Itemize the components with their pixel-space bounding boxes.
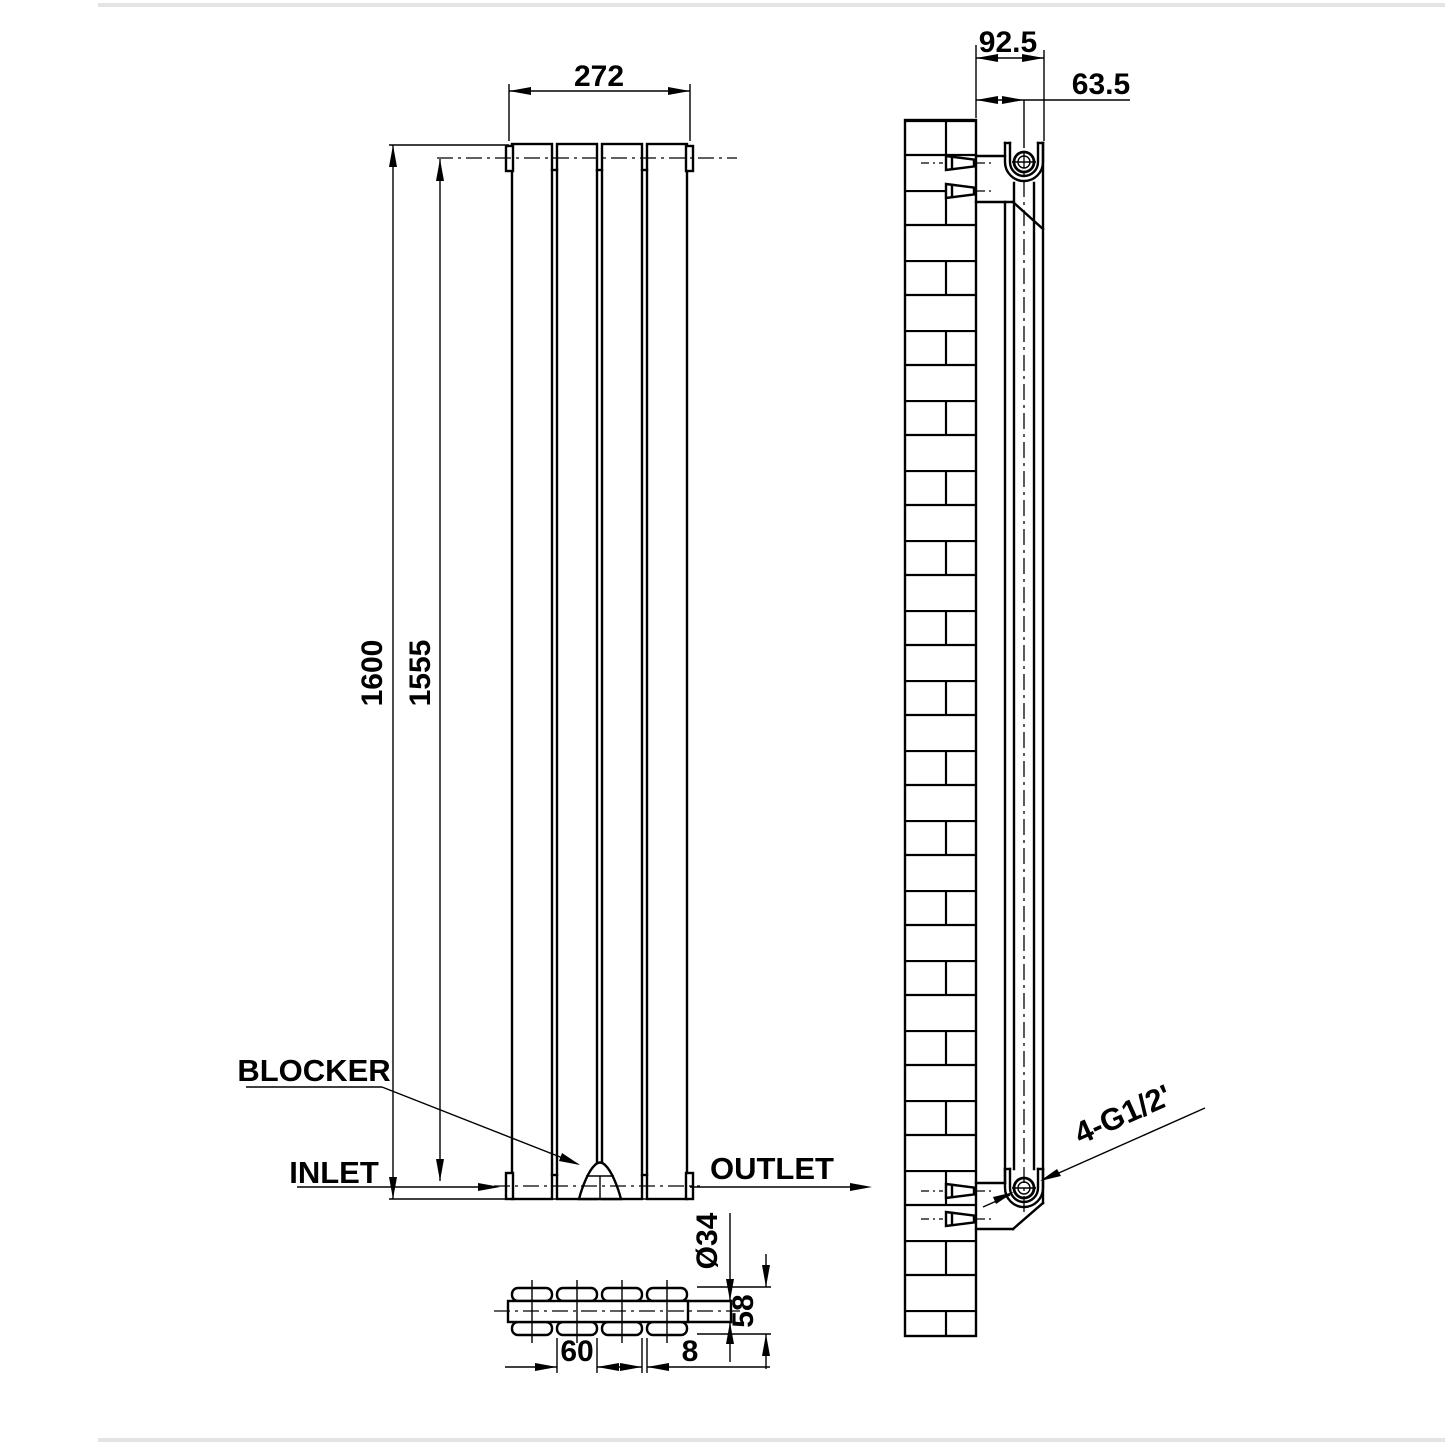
dim-60-text: 60	[560, 1335, 594, 1368]
blocker-label: BLOCKER	[237, 1053, 391, 1088]
dim-8-text: 8	[681, 1335, 699, 1368]
dimension-pipe-centres-1555	[404, 159, 444, 1181]
dim-92-5-text: 92.5	[978, 26, 1038, 59]
brick-wall	[905, 120, 976, 1336]
dimension-width-272	[509, 60, 690, 141]
bottom-bracket	[976, 1169, 1043, 1229]
dim-1555-text: 1555	[404, 639, 437, 707]
outlet-label: OUTLET	[710, 1151, 834, 1186]
dim-58-text: 58	[727, 1294, 760, 1328]
dim-272-text: 272	[573, 60, 625, 93]
radiator-side-profile	[1005, 143, 1043, 1215]
front-view	[437, 144, 737, 1199]
dimension-wall-to-pipe-63-5	[976, 68, 1130, 148]
radiator-panels	[512, 144, 687, 1199]
dim-34-text: Ø34	[691, 1212, 724, 1270]
section-tubes-back-row	[512, 1322, 687, 1335]
dim-63-5-text: 63.5	[1071, 68, 1131, 101]
dim-1600-text: 1600	[356, 639, 389, 707]
connections-label: 4-G1/2'	[1068, 1077, 1177, 1152]
dimension-wall-to-front-92-5	[976, 26, 1044, 141]
page-border-lines	[98, 5, 1445, 1440]
outlet-label-group	[690, 1151, 872, 1191]
inlet-label: INLET	[289, 1155, 379, 1190]
section-tubes-front-row	[512, 1288, 687, 1301]
side-view	[905, 120, 1043, 1336]
